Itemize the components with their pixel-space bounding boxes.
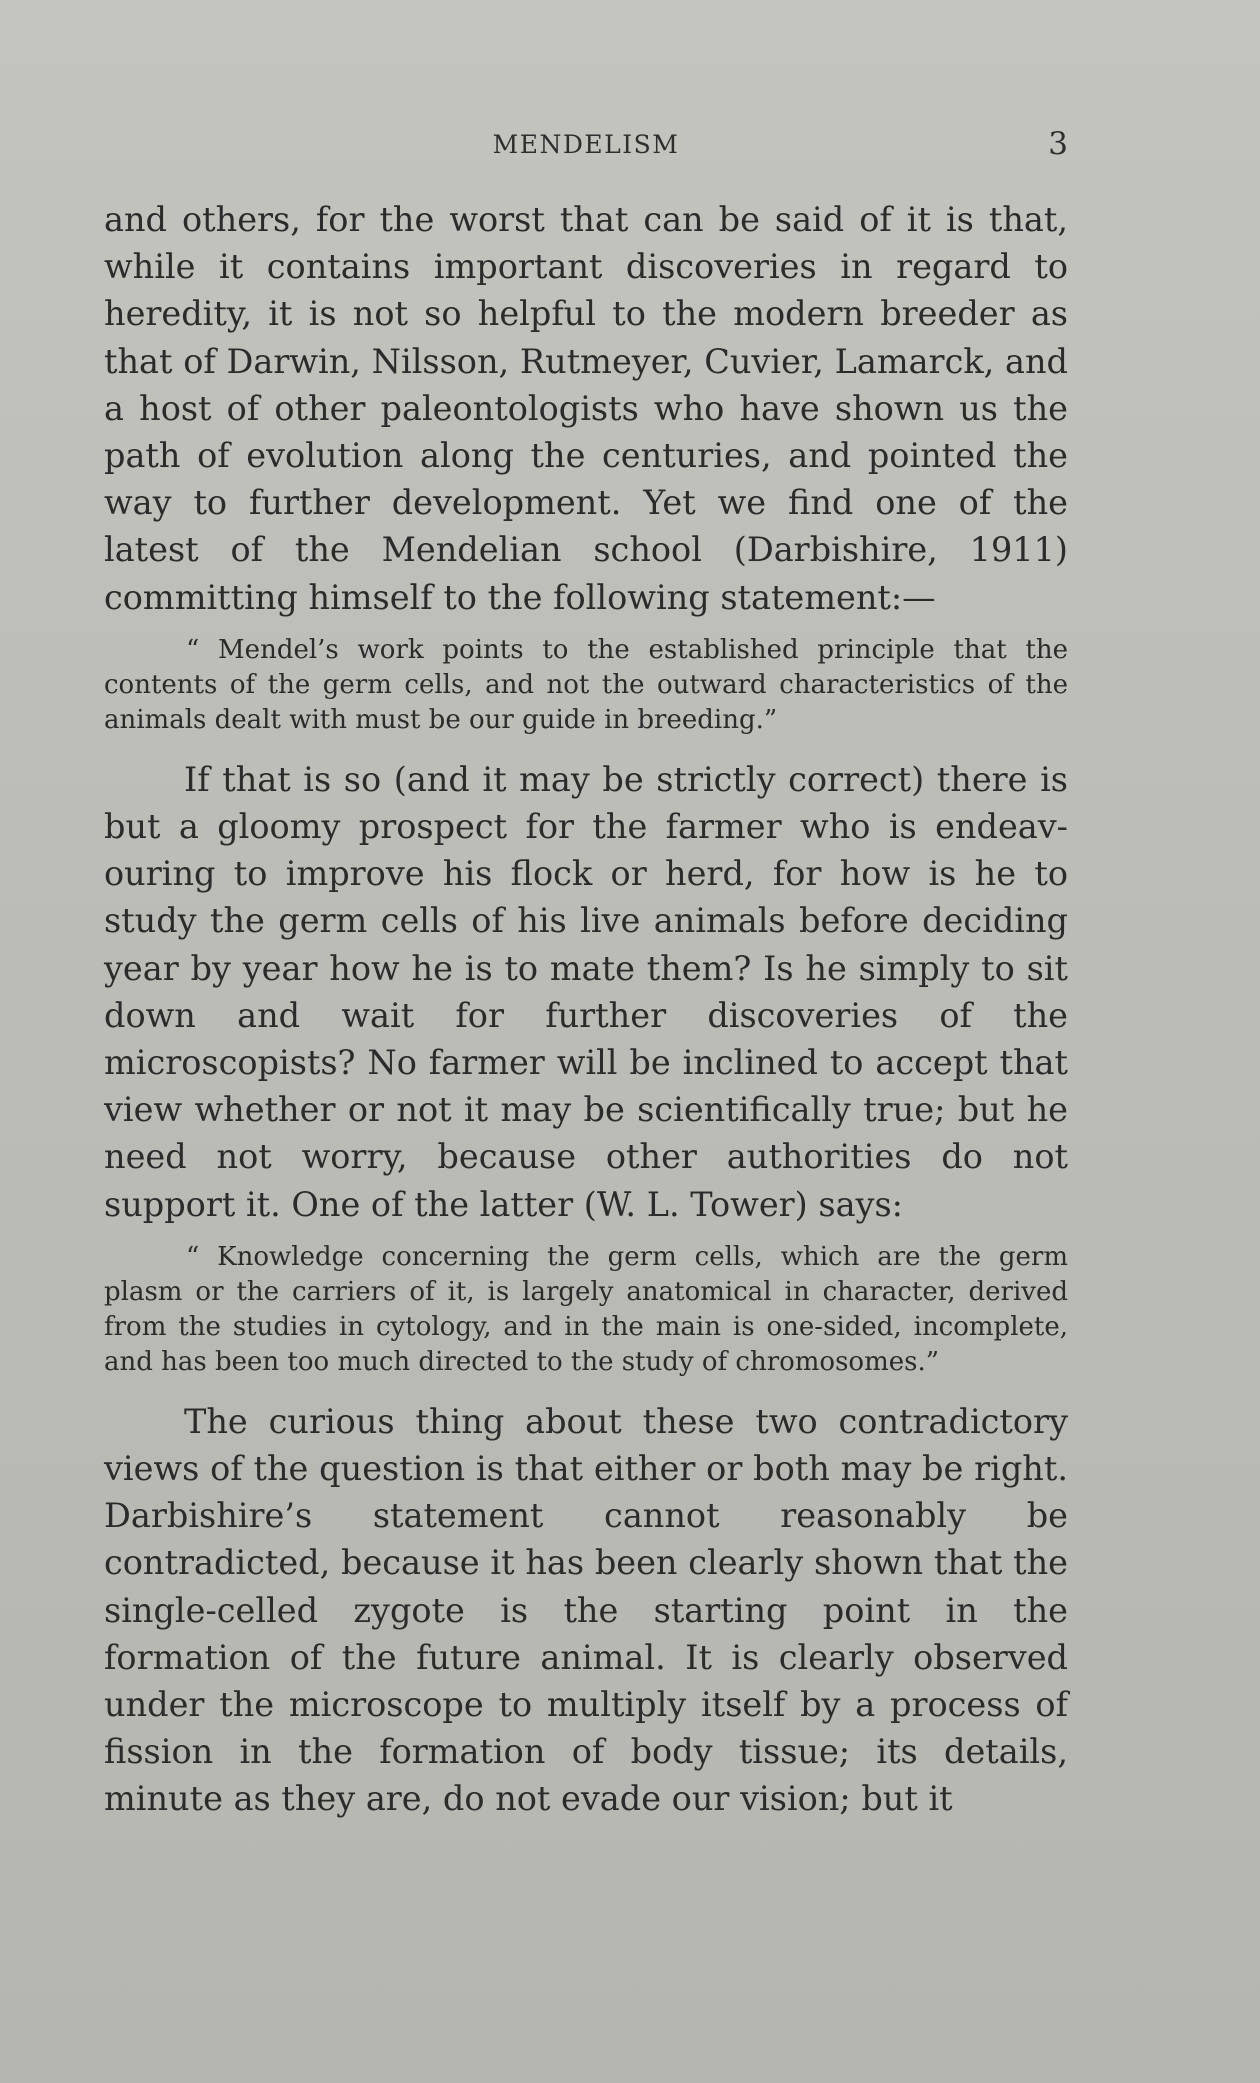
- running-head: [104, 126, 1068, 170]
- paragraph-1: and others, for the worst that can be said of it is that, while it contains important discoveries in regard to heredity, it is not so helpful to the modern breeder as that of Darwin, Nilsson, Rutmeyer, Cuvier, Lamarck, and a host of other paleontologists who have shown us the path of evolution along the centuries, and pointed the way to further development. Yet we find one of the latest of the Mendelian school (Darbishire, 1911) committing himself to the following statement:—: [104, 200, 1068, 617]
- running-title: MENDELISM: [492, 130, 680, 159]
- paragraph-2: If that is so (and it may be strictly correct) there is but a gloomy prospect for the farmer who is endeav-ouring to improve his flock or herd, for how is he to study the germ cells of his live animals before deciding year by year how he is to mate them? Is he simply to sit down and wait for further discoveries of the microscopists? No farmer will be inclined to accept that view whether or not it may be scientifically true; but he need not worry, because other authorities do not support it. One of the latter (W. L. Tower) says:: [104, 759, 1068, 1224]
- block-quote-darbishire: “ Mendel’s work points to the established principle that the contents of the germ cells, and not the outward characteristics of the animals dealt with must be our guide in breeding.”: [104, 634, 1068, 735]
- page-number: 3: [1048, 126, 1068, 162]
- paragraph-3: The curious thing about these two contradictory views of the question is that either or both may be right. Darbishire’s statement cannot reasonably be contradicted, because it has been clearly shown that the single-celled zygote is the starting point in the formation of the future animal. It is clearly observed under the microscope to multiply itself by a process of fission in the formation of body tissue; its details, minute as they are, do not evade our vision; but it: [104, 1401, 1068, 1819]
- block-quote-tower: “ Knowledge concerning the germ cells, which are the germ plasm or the carriers of it, is largely anatomical in character, derived from the studies in cytology, and in the main is one-sided, incomplete, and has been too much directed to the study of chromosomes.”: [104, 1241, 1068, 1377]
- body-text: [104, 196, 1068, 1823]
